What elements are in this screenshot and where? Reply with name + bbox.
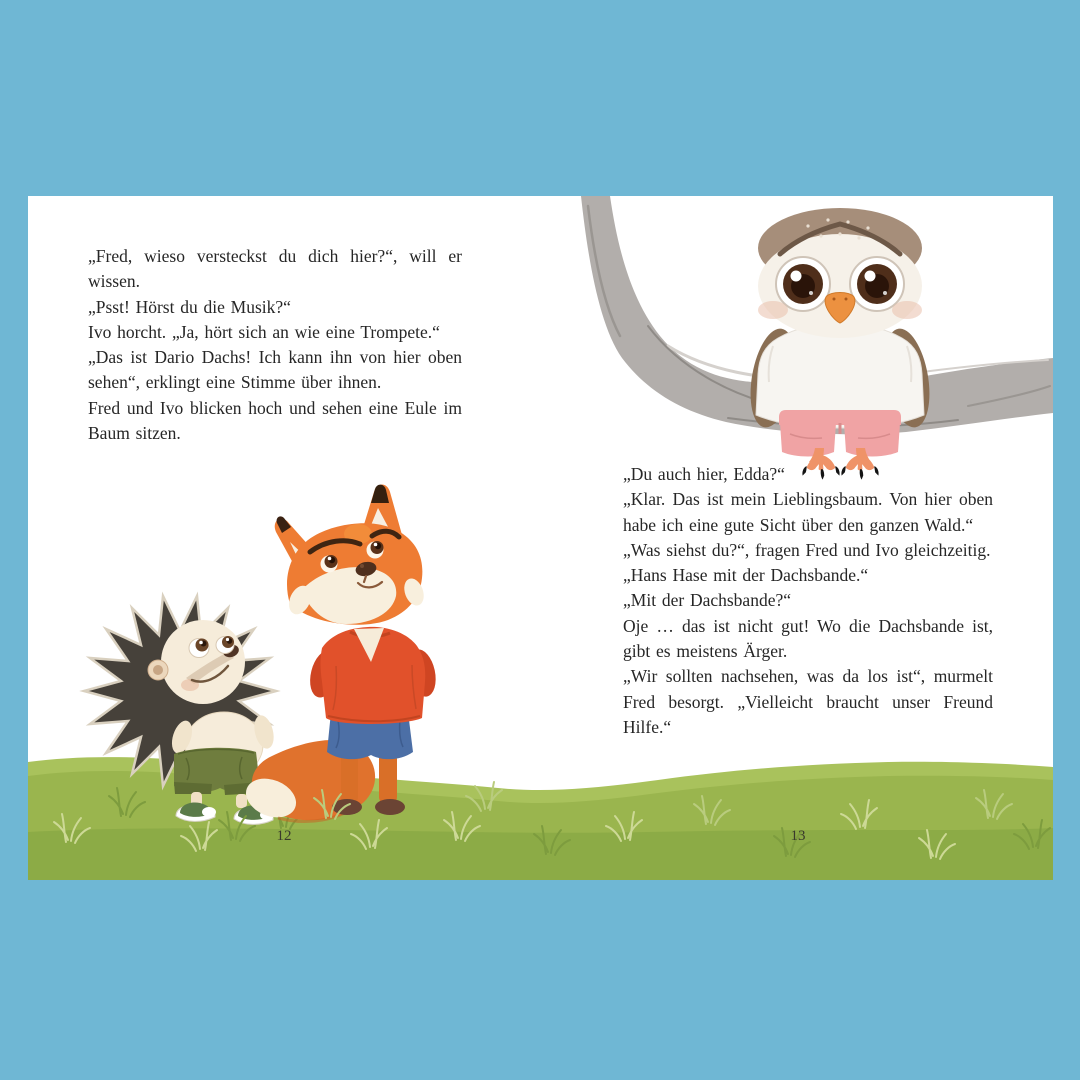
story-paragraph: Fred und Ivo blicken hoch und sehen eine Eule im Baum sitzen.	[88, 397, 462, 444]
fox-shirt	[306, 627, 440, 724]
right-page-text	[623, 462, 993, 740]
owl-illustration	[744, 208, 937, 480]
left-page-text	[88, 244, 462, 446]
story-paragraph: „Du auch hier, Edda?“	[623, 464, 785, 484]
story-paragraph: „Wir sollten nachsehen, was da los ist“, murmelt Fred besorgt. „Vielleicht braucht unser Freund Hilfe.“	[623, 666, 993, 737]
page-number-right: 13	[790, 828, 806, 844]
story-paragraph: „Fred, wieso versteckst du dich hier?“, will er wissen.	[88, 246, 462, 292]
story-paragraph: Ivo horcht. „Ja, hört sich an wie eine Trompete.“	[88, 321, 440, 342]
owl-shorts	[779, 410, 901, 457]
story-paragraph: „Mit der Dachsbande?“	[623, 590, 791, 611]
story-paragraph: Oje … das ist nicht gut! Wo die Dachsbande ist, gibt es meistens Ärger.	[623, 615, 993, 662]
owl-head	[758, 208, 922, 338]
book-spread	[28, 196, 1053, 880]
page-number-left: 12	[276, 828, 292, 844]
story-paragraph: „Was siehst du?“, fragen Fred und Ivo gleichzeitig.	[623, 539, 991, 560]
owl-right-eye	[850, 257, 904, 311]
story-paragraph: „Hans Hase mit der Dachsbande.“	[623, 565, 869, 586]
story-paragraph: „Psst! Hörst du die Musik?“	[88, 296, 291, 317]
fox-illustration	[240, 485, 440, 825]
story-paragraph: „Klar. Das ist mein Lieblingsbaum. Von hier oben habe ich eine gute Sicht über den ganzen Wald.“	[623, 489, 993, 535]
owl-left-eye	[776, 257, 830, 311]
fox-head	[275, 485, 428, 625]
story-paragraph: „Das ist Dario Dachs! Ich kann ihn von hier oben sehen“, erklingt eine Stimme über ihnen.	[88, 347, 462, 393]
